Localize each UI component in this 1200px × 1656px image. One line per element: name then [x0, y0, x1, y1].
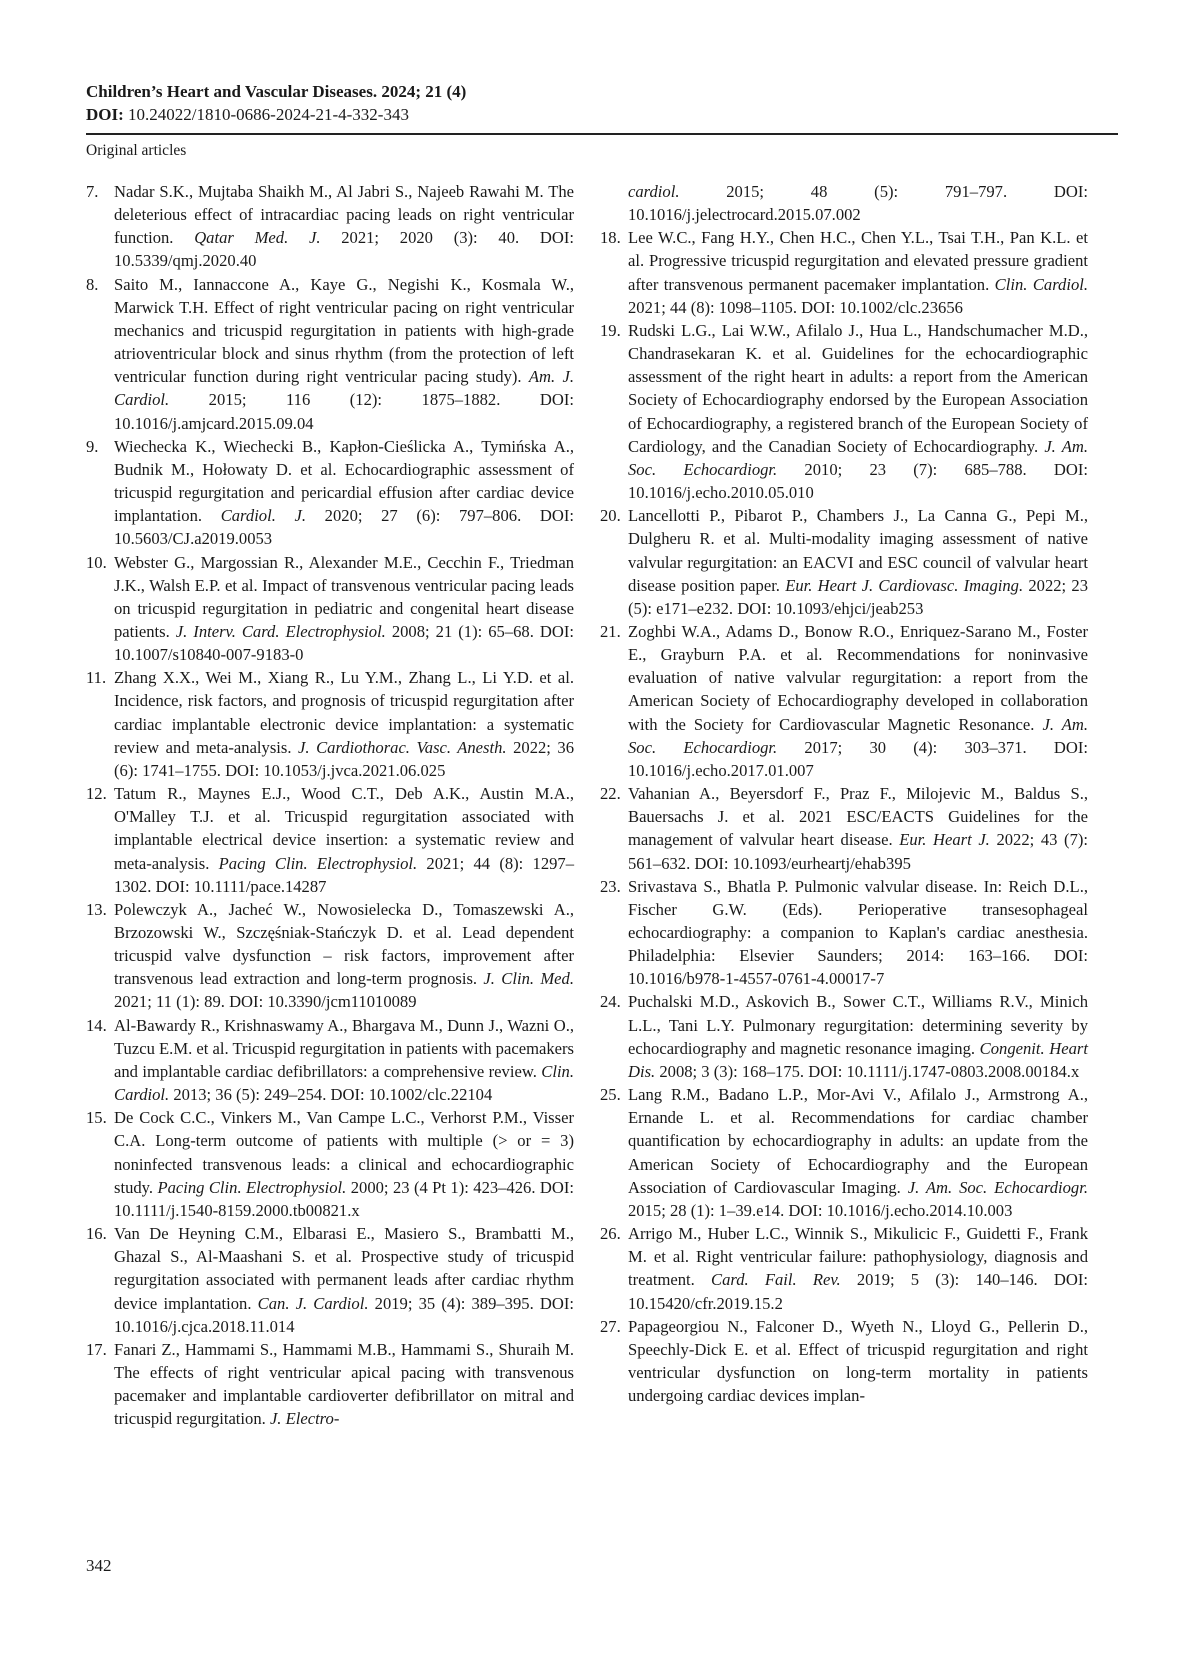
reference-item	[600, 1315, 1088, 1408]
reference-citation-doi: 2020; 27 (6): 797–806. DOI: 10.5603/CJ.a2019.0053	[114, 506, 574, 549]
reference-citation-doi: 2021; 44 (8): 1297–1302. DOI: 10.1111/pace.14287	[114, 853, 575, 896]
reference-journal: Can. J. Cardiol.	[257, 1293, 369, 1313]
doi-line	[86, 103, 1118, 126]
reference-citation-doi: 2017; 30 (4): 303–371. DOI: 10.1016/j.echo.2017.01.007	[628, 737, 1088, 780]
reference-number: 20.	[600, 506, 621, 526]
reference-journal: Cardiol. J.	[220, 506, 307, 526]
references-right-column	[600, 180, 1088, 1407]
reference-citation-doi: 2015; 116 (12): 1875–1882. DOI: 10.1016/j.amjcard.2015.09.04	[114, 390, 574, 433]
reference-authors-title: Zoghbi W.A., Adams D., Bonow R.O., Enriquez-Sarano M., Foster E., Grayburn P.A. et al. Recommendations for noninvasive evaluation of native valvular regurgitation: a report from the American Society of Echocardiography developed in collaboration with the Society for Cardiovascular Magnetic Resonance.	[628, 621, 1088, 734]
reference-text	[628, 620, 1088, 782]
reference-citation-doi: 2008; 3 (3): 168–175. DOI: 10.1111/j.1747-0803.2008.00184.x	[655, 1061, 1080, 1081]
reference-journal: J. Interv. Card. Electrophysiol.	[175, 621, 386, 641]
reference-text	[114, 1014, 574, 1107]
reference-number: 16.	[86, 1224, 107, 1244]
reference-text	[628, 504, 1088, 620]
reference-journal: Pacing Clin. Electrophysiol.	[157, 1177, 347, 1197]
reference-authors-title: Lancellotti P., Pibarot P., Chambers J., La Canna G., Pepi M., Dulgheru R. et al. Multi-modality imaging assessment of native valvular regurgitation: an EACVI and ESC council of valvular heart disease position paper.	[628, 506, 1088, 595]
reference-text	[114, 1338, 574, 1431]
page-header	[86, 80, 1118, 126]
reference-text	[114, 180, 574, 273]
reference-text	[628, 1315, 1088, 1408]
reference-citation-doi: 2008; 21 (1): 65–68. DOI: 10.1007/s10840-007-9183-0	[114, 621, 574, 665]
reference-authors-title: Srivastava S., Bhatla P. Pulmonic valvular disease. In: Reich D.L., Fischer G.W. (Eds). Perioperative transesophageal echocardiography: a companion to Kaplan's cardiac anesthesia. Philadelphia: Elsevier Saunders; 2014: 163–166. DOI: 10.1016/b978-1-4557-0761-4.00017-7	[628, 876, 1088, 989]
reference-number: 10.	[86, 552, 107, 572]
reference-journal: Eur. Heart J.	[899, 830, 990, 850]
reference-citation-doi: 2022; 36 (6): 1741–1755. DOI: 10.1053/j.jvca.2021.06.025	[114, 737, 575, 780]
reference-number: 14.	[86, 1015, 107, 1035]
doi-value[interactable]: 10.24022/1810-0686-2024-21-4-332-343	[128, 105, 409, 124]
reference-text	[114, 666, 574, 782]
reference-item	[86, 898, 574, 1014]
reference-citation-doi: 2021; 44 (8): 1098–1105. DOI: 10.1002/clc.23656	[628, 297, 963, 317]
reference-item	[86, 782, 574, 898]
reference-authors-title: Nadar S.K., Mujtaba Shaikh M., Al Jabri S., Najeeb Rawahi M. The deleterious effect of intracardiac pacing leads on right ventricular function.	[114, 182, 574, 248]
reference-citation-doi: 2000; 23 (4 Pt 1): 423–426. DOI: 10.1111/j.1540-8159.2000.tb00821.x	[114, 1177, 575, 1220]
reference-text	[628, 226, 1088, 319]
reference-item	[600, 180, 1088, 226]
reference-journal: J. Cardiothorac. Vasc. Anesth.	[298, 737, 507, 757]
reference-number: 12.	[86, 784, 107, 804]
reference-number: 25.	[600, 1085, 621, 1105]
page-number: 342	[86, 1556, 112, 1575]
reference-citation-doi: 2019; 5 (3): 140–146. DOI: 10.15420/cfr.2019.15.2	[628, 1270, 1088, 1313]
reference-item	[600, 226, 1088, 319]
journal-title: Children’s Heart and Vascular Diseases. 2024; 21 (4)	[86, 82, 467, 101]
reference-authors-title: Lang R.M., Badano L.P., Mor-Avi V., Afilalo J., Armstrong A., Ernande L. et al. Recommendations for cardiac chamber quantification by echocardiography in adults: an update from the American Society of Echocardiography and the European Association of Cardiovascular Imaging.	[628, 1085, 1088, 1197]
reference-journal: J. Am. Soc. Echocardiogr.	[628, 436, 1088, 479]
reference-authors-title: Polewczyk A., Jacheć W., Nowosielecka D., Tomaszewski A., Brzozowski W., Szczęśniak-Stańczyk D. et al. Lead dependent tricuspid valve dysfunction – risk factors, improvement after transvenous lead extraction and long-term prognosis.	[114, 899, 574, 989]
reference-item	[600, 620, 1088, 782]
reference-authors-title: Saito M., Iannaccone A., Kaye G., Negishi K., Kosmala W., Marwick T.H. Effect of right ventricular pacing on right ventricular mechanics and tricuspid regurgitation in patients with high-grade atrioventricular block and sinus rhythm (from the protection of left ventricular function during right ventricular pacing study).	[114, 274, 574, 387]
reference-number: 11.	[86, 668, 107, 688]
reference-number: 18.	[600, 228, 621, 248]
reference-authors-title: Puchalski M.D., Askovich B., Sower C.T., Williams R.V., Minich L.L., Tani L.Y. Pulmonary regurgitation: determining severity by echocardiography and magnetic resonance imaging.	[628, 992, 1088, 1058]
reference-citation-doi: 2021; 11 (1): 89. DOI: 10.3390/jcm11010089	[114, 992, 417, 1012]
reference-citation-doi: 2013; 36 (5): 249–254. DOI: 10.1002/clc.22104	[169, 1085, 493, 1105]
reference-citation-doi: 2021; 2020 (3): 40. DOI: 10.5339/qmj.2020.40	[114, 228, 574, 271]
reference-text	[628, 319, 1088, 504]
reference-text	[114, 551, 574, 667]
reference-text	[114, 435, 574, 551]
reference-text	[114, 1222, 574, 1338]
reference-text	[628, 180, 1088, 226]
reference-authors-title: Lee W.C., Fang H.Y., Chen H.C., Chen Y.L., Tsai T.H., Pan K.L. et al. Progressive tricuspid regurgitation and elevated pressure gradient after transvenous permanent pacemaker implantation.	[628, 228, 1088, 294]
header-rule	[86, 133, 1118, 135]
reference-item	[600, 319, 1088, 504]
reference-item	[86, 273, 574, 435]
reference-item	[600, 782, 1088, 875]
reference-item	[86, 435, 574, 551]
reference-text	[114, 1106, 574, 1222]
reference-text	[628, 875, 1088, 991]
reference-citation-doi: 2022; 23 (5): e171–e232. DOI: 10.1093/ehjci/jeab253	[628, 575, 1088, 618]
reference-number: 27.	[600, 1316, 621, 1336]
reference-authors-title: Webster G., Margossian R., Alexander M.E., Cecchin F., Triedman J.K., Walsh E.P. et al. Impact of transvenous ventricular pacing leads on tricuspid regurgitation in pediatric and congenital heart disease patients.	[114, 552, 574, 641]
reference-item	[86, 1222, 574, 1338]
reference-authors-title: Vahanian A., Beyersdorf F., Praz F., Milojevic M., Baldus S., Bauersachs J. et al. 2021 ESC/EACTS Guidelines for the management of valvular heart disease.	[628, 784, 1088, 850]
reference-citation-doi: 2022; 43 (7): 561–632. DOI: 10.1093/eurheartj/ehab395	[628, 830, 1088, 873]
reference-number: 15.	[86, 1108, 107, 1128]
reference-journal: Pacing Clin. Electrophysiol.	[218, 853, 418, 873]
reference-item	[86, 1106, 574, 1222]
reference-item	[600, 1083, 1088, 1222]
reference-text	[628, 782, 1088, 875]
reference-journal: J. Am. Soc. Echocardiogr.	[907, 1177, 1088, 1197]
reference-text	[114, 898, 574, 1014]
references-left-column	[86, 180, 574, 1430]
reference-authors-title: Arrigo M., Huber L.C., Winnik S., Mikulicic F., Guidetti F., Frank M. et al. Right ventricular failure: pathophysiology, diagnosis and treatment.	[628, 1224, 1088, 1290]
reference-number: 23.	[600, 876, 621, 896]
reference-citation-doi: 2019; 35 (4): 389–395. DOI: 10.1016/j.cjca.2018.11.014	[114, 1293, 574, 1336]
reference-text	[114, 273, 574, 435]
reference-journal: Card. Fail. Rev.	[711, 1270, 841, 1290]
doi-label: DOI:	[86, 105, 124, 124]
reference-item	[86, 666, 574, 782]
reference-authors-title: Papageorgiou N., Falconer D., Wyeth N., Lloyd G., Pellerin D., Speechly-Dick E. et al. Effect of tricuspid regurgitation and right ventricular dysfunction on long-term mortality in patients undergoing cardiac devices implan-	[628, 1316, 1088, 1406]
reference-item	[600, 1222, 1088, 1315]
reference-number: 22.	[600, 784, 621, 804]
reference-authors-title: Fanari Z., Hammami S., Hammami M.B., Hammami S., Shuraih M. The effects of right ventricular apical pacing with transvenous pacemaker and implantable cardioverter defibrillator on mitral and tricuspid regurgitation.	[114, 1339, 574, 1429]
reference-number: 13.	[86, 899, 107, 919]
reference-authors-title: Al-Bawardy R., Krishnaswamy A., Bhargava M., Dunn J., Wazni O., Tuzcu E.M. et al. Tricuspid regurgitation in patients with pacemakers and implantable cardiac defibrillators: a comprehensive review.	[114, 1015, 574, 1081]
reference-number: 7.	[86, 182, 99, 201]
reference-item	[600, 875, 1088, 991]
reference-journal: Congenit. Heart Dis.	[628, 1038, 1088, 1081]
reference-item	[86, 1338, 574, 1431]
reference-journal: J. Am. Soc. Echocardiogr.	[628, 714, 1088, 757]
reference-journal: Eur. Heart J. Cardiovasc. Imaging.	[785, 575, 1024, 595]
reference-text	[114, 782, 574, 898]
reference-item	[86, 551, 574, 667]
reference-authors-title: Tatum R., Maynes E.J., Wood C.T., Deb A.K., Austin M.A., O'Malley T.J. et al. Tricuspid regurgitation associated with implantable electrical device insertion: a systematic review and meta-analysis.	[114, 784, 574, 873]
reference-number: 8.	[86, 274, 99, 294]
reference-text	[628, 990, 1088, 1083]
reference-authors-title: Van De Heyning C.M., Elbarasi E., Masiero S., Brambatti M., Ghazal S., Al-Maashani S. et al. Prospective study of tricuspid regurgitation associated with permanent leads after cardiac rhythm device implantation.	[114, 1224, 574, 1313]
reference-journal: Qatar Med. J.	[194, 228, 321, 248]
reference-number: 21.	[600, 621, 621, 641]
reference-citation-doi: 2010; 23 (7): 685–788. DOI: 10.1016/j.echo.2010.05.010	[628, 459, 1088, 503]
reference-item	[86, 180, 574, 273]
reference-number: 24.	[600, 992, 621, 1012]
reference-citation-doi: 2015; 48 (5): 791–797. DOI: 10.1016/j.jelectrocard.2015.07.002	[628, 182, 1088, 225]
section-label: Original articles	[86, 142, 187, 159]
reference-authors-title: Wiechecka K., Wiechecki B., Kapłon-Cieślicka A., Tymińska A., Budnik M., Hołowaty D. et al. Echocardiographic assessment of tricuspid regurgitation and pericardial effusion after cardiac device implantation.	[114, 436, 574, 526]
reference-item	[600, 504, 1088, 620]
reference-journal: J. Clin. Med.	[483, 969, 574, 989]
reference-number: 26.	[600, 1224, 621, 1244]
reference-number: 17.	[86, 1339, 107, 1359]
reference-number: 19.	[600, 320, 621, 340]
reference-authors-title: Zhang X.X., Wei M., Xiang R., Lu Y.M., Zhang L., Li Y.D. et al. Incidence, risk factors, and prognosis of tricuspid regurgitation after cardiac implantable electronic device implantation: a systematic review and meta-analysis.	[114, 668, 574, 757]
reference-number: 9.	[86, 436, 99, 456]
reference-journal: Clin. Cardiol.	[114, 1061, 574, 1105]
reference-text	[628, 1222, 1088, 1315]
reference-authors-title: De Cock C.C., Vinkers M., Van Campe L.C., Verhorst P.M., Visser C.A. Long-term outcome of patients with multiple (> or = 3) noninfected transvenous leads: a clinical and echocardiographic study.	[114, 1108, 574, 1197]
reference-citation-doi: 2015; 28 (1): 1–39.e14. DOI: 10.1016/j.echo.2014.10.003	[628, 1200, 1013, 1220]
reference-item	[86, 1014, 574, 1107]
reference-journal: J. Electro-	[269, 1409, 340, 1429]
reference-item	[600, 990, 1088, 1083]
reference-text	[628, 1083, 1088, 1222]
reference-journal: cardiol.	[628, 182, 680, 201]
reference-journal: Clin. Cardiol.	[994, 274, 1088, 294]
reference-journal: Am. J. Cardiol.	[114, 367, 574, 410]
reference-authors-title: Rudski L.G., Lai W.W., Afilalo J., Hua L., Handschumacher M.D., Chandrasekaran K. et al. Guidelines for the echocardiographic assessment of the right heart in adults: a report from the American Society of Echocardiography endorsed by the European Association of Echocardiography, a registered branch of the European Society of Cardiology, and the Canadian Society of Echocardiography.	[628, 320, 1088, 456]
